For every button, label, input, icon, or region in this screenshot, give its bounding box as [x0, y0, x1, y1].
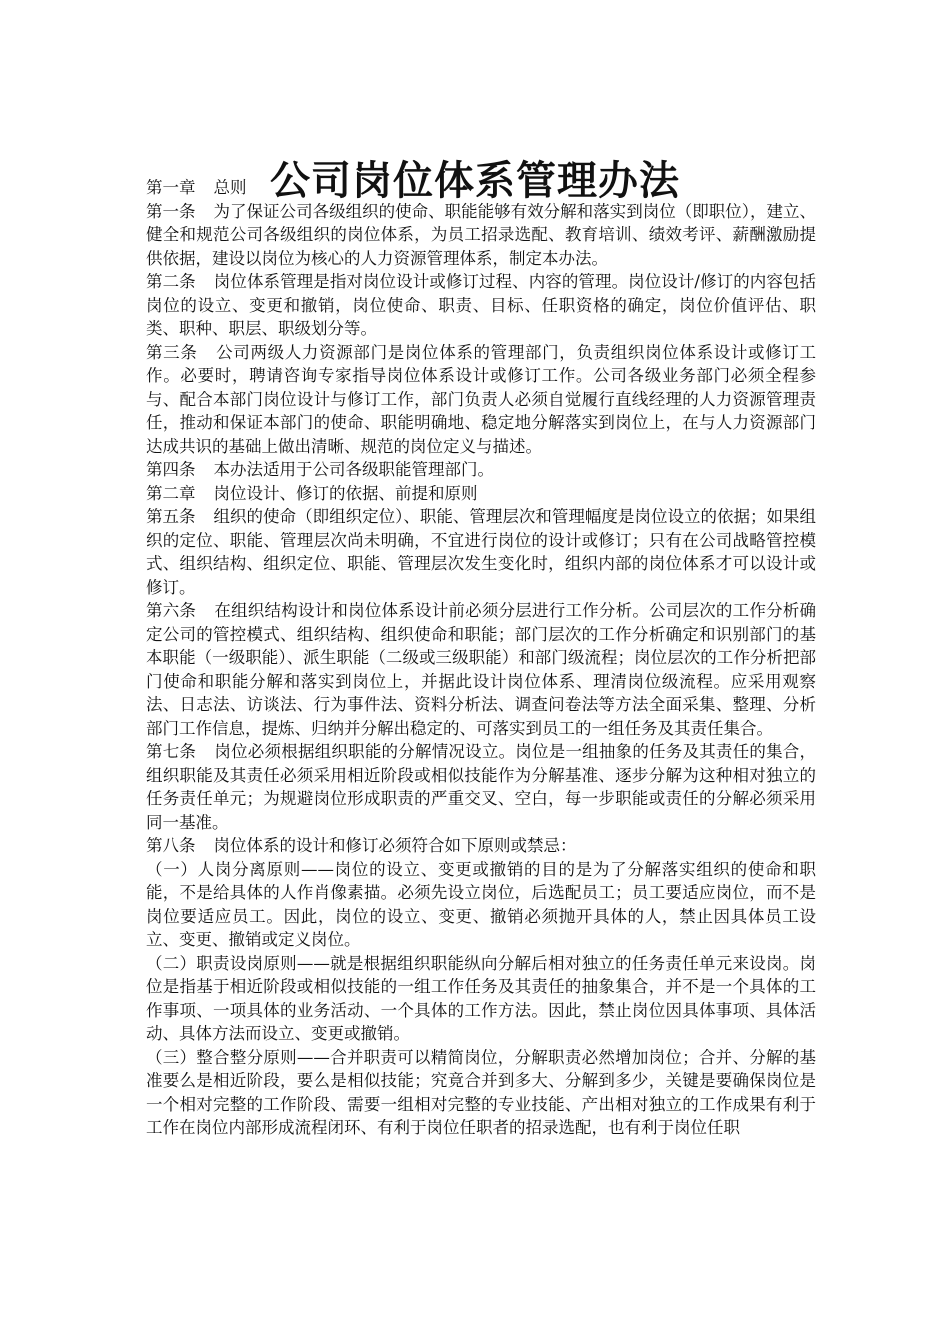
paragraph-text: 总则 [213, 178, 247, 197]
paragraph-label: 第四条 [146, 460, 196, 479]
paragraph-label: 第一章 [146, 178, 196, 197]
paragraph-text: 本办法适用于公司各级职能管理部门。 [213, 460, 494, 479]
principle-item [146, 952, 816, 1046]
paragraph-label: 第六条 [146, 601, 197, 620]
paragraph-label: 第三条 [146, 342, 198, 362]
paragraph-text: 岗位体系管理是指对岗位设计或修订过程、内容的管理。岗位设计/修订的内容包括岗位的设立、变更和撤销，岗位使命、职责、目标、任职资格的确定，岗位价值评估、职类、职种、职层、职级划分等。 [146, 272, 817, 338]
paragraph-text: 组织的使命（即组织定位）、职能、管理层次和管理幅度是岗位设立的依据；如果组织的定位、职能、管理层次尚未明确，不宜进行岗位的设计或修订；只有在公司战略管控模式、组织结构、组织定位、职能、管理层次发生变化时，组织内部的岗位体系才可以设计或修订。 [146, 507, 817, 597]
paragraph-label: 第七条 [146, 742, 197, 761]
paragraph-text: （三）整合整分原则——合并职责可以精简岗位，分解职责必然增加岗位；合并、分解的基准要么是相近阶段，要么是相似技能；究竟合并到多大、分解到多少，关键是要确保岗位是一个相对完整的工作阶段、需要一组相对完整的专业技能、产出相对独立的工作成果有利于工作在岗位内部形成流程闭环、有利于岗位任职者的招录选配，也有利于岗位任职 [146, 1047, 816, 1137]
paragraph-label: 第二章 [146, 483, 196, 503]
document-body [146, 176, 816, 1140]
principle-item [146, 858, 816, 952]
paragraph-label: 第一条 [146, 201, 196, 221]
chapter-heading [146, 176, 816, 200]
paragraph-text: 公司两级人力资源部门是岗位体系的管理部门，负责组织岗位体系设计或修订工作。必要时，聘请咨询专家指导岗位体系设计或修订工作。公司各级业务部门必须全程参与、配合本部门岗位设计与修订工作，部门负责人必须自觉履行直线经理的人力资源管理责任，推动和保证本部门的使命、职能明确地、稳定地分解落实到岗位上，在与人力资源部门达成共识的基础上做出清晰、规范的岗位定义与描述。 [146, 342, 817, 456]
paragraph-label: 第二条 [146, 272, 196, 291]
paragraph-text: （二）职责设岗原则——就是根据组织职能纵向分解后相对独立的任务责任单元来设岗。岗位是指基于相近阶段或相似技能的一组工作任务及其责任的抽象集合，并不是一个具体的工作事项、一项具体的业务活动、一个具体的工作方法。因此，禁止岗位因具体事项、具体活动、具体方法而设立、变更或撤销。 [146, 953, 816, 1043]
paragraph-text: 岗位设计、修订的依据、前提和原则 [213, 483, 478, 503]
article-paragraph [146, 505, 816, 599]
chapter-heading [146, 482, 816, 506]
paragraph-text: （一）人岗分离原则——岗位的设立、变更或撤销的目的是为了分解落实组织的使命和职能，不是给具体的人作肖像素描。必须先设立岗位，后选配员工；员工要适应岗位，而不是岗位要适应员工。因此，岗位的设立、变更、撤销必须抛开具体的人，禁止因具体员工设立、变更、撤销或定义岗位。 [146, 859, 816, 949]
article-paragraph [146, 270, 816, 341]
article-paragraph [146, 458, 816, 482]
principle-item [146, 1046, 816, 1140]
article-paragraph [146, 599, 816, 740]
paragraph-text: 岗位必须根据组织职能的分解情况设立。岗位是一组抽象的任务及其责任的集合，组织职能及其责任必须采用相近阶段或相似技能作为分解基准、逐步分解为这种相对独立的任务责任单元；为规避岗位形成职责的严重交叉、空白，每一步职能或责任的分解必须采用同一基准。 [146, 742, 817, 832]
paragraph-text: 岗位体系的设计和修订必须符合如下原则或禁忌： [213, 836, 577, 855]
article-paragraph [146, 341, 816, 459]
article-paragraph [146, 834, 816, 858]
article-paragraph [146, 740, 816, 834]
paragraph-text: 为了保证公司各级组织的使命、职能能够有效分解和落实到岗位（即职位），建立、健全和规范公司各级组织的岗位体系，为员工招录选配、教育培训、绩效考评、薪酬激励提供依据，建设以岗位为核心的人力资源管理体系，制定本办法。 [146, 201, 817, 268]
paragraph-text: 在组织结构设计和岗位体系设计前必须分层进行工作分析。公司层次的工作分析确定公司的管控模式、组织结构、组织使命和职能；部门层次的工作分析确定和识别部门的基本职能（一级职能）、派生职能（二级或三级职能）和部门级流程；岗位层次的工作分析把部门使命和职能分解和落实到岗位上，并据此设计岗位体系、理清岗位级流程。应采用观察法、日志法、访谈法、行为事件法、资料分析法、调查问卷法等方法全面采集、整理、分析部门工作信息，提炼、归纳并分解出稳定的、可落实到员工的一组任务及其责任集合。 [146, 601, 817, 738]
paragraph-label: 第五条 [146, 507, 196, 526]
document-title: 公司岗位体系管理办法 [270, 156, 680, 204]
paragraph-label: 第八条 [146, 836, 196, 855]
article-paragraph [146, 200, 816, 271]
